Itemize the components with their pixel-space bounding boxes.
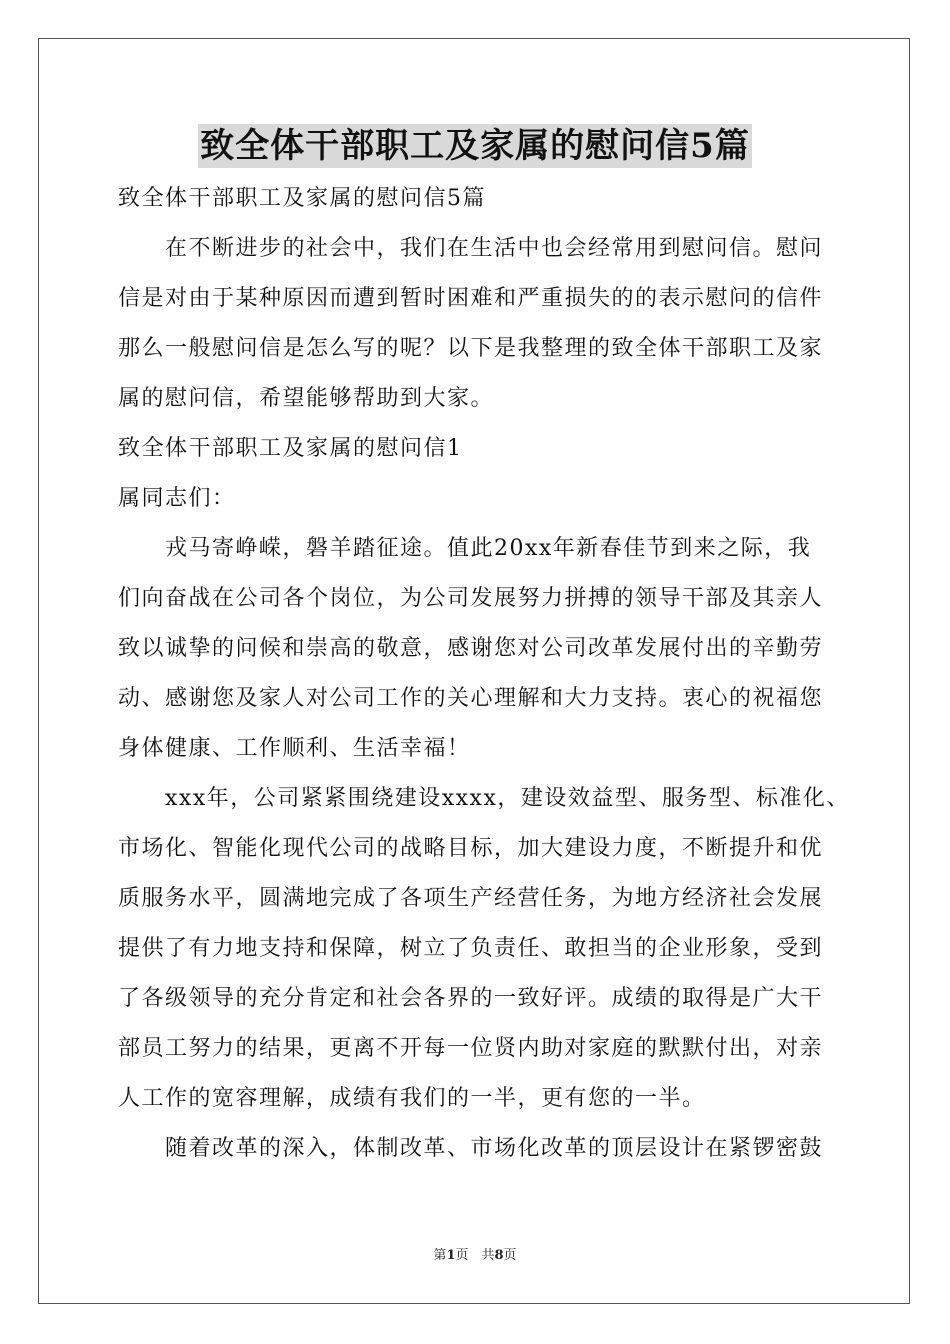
body-line: 质服务水平，圆满地完成了各项生产经营任务，为地方经济社会发展 bbox=[118, 886, 824, 911]
total-page-number: 8 bbox=[494, 1248, 504, 1263]
body-line: 在不断进步的社会中，我们在生活中也会经常用到慰问信。慰问 bbox=[118, 236, 824, 261]
page-mid: 页 共 bbox=[455, 1248, 495, 1263]
body-line: 属的慰问信，希望能够帮助到大家。 bbox=[118, 386, 495, 411]
body-line: 随着改革的深入，体制改革、市场化改革的顶层设计在紧锣密鼓 bbox=[118, 1136, 824, 1161]
body-line: 信是对由于某种原因而遭到暂时困难和严重损失的的表示慰问的信件 bbox=[118, 286, 824, 311]
body-line: 那么一般慰问信是怎么写的呢？以下是我整理的致全体干部职工及家 bbox=[118, 336, 824, 361]
body-line: 部员工努力的结果，更离不开每一位贤内助对家庭的默默付出，对亲 bbox=[118, 1036, 824, 1061]
document-title: 致全体干部职工及家属的慰问信5篇 bbox=[200, 126, 750, 166]
body-line: 了各级领导的充分肯定和社会各界的一致好评。成绩的取得是广大干 bbox=[118, 986, 824, 1011]
body-line: 人工作的宽容理解，成绩有我们的一半，更有您的一半。 bbox=[118, 1086, 706, 1111]
body-line: 致以诚挚的问候和崇高的敬意，感谢您对公司改革发展付出的辛勤劳 bbox=[118, 636, 824, 661]
page-prefix: 第 bbox=[433, 1248, 447, 1263]
section-heading: 致全体干部职工及家属的慰问信1 bbox=[118, 436, 463, 461]
page-footer bbox=[0, 1247, 950, 1265]
body-line: 戎马寄峥嵘，磐羊踏征途。值此20xx年新春佳节到来之际，我 bbox=[118, 536, 812, 561]
current-page-number: 1 bbox=[446, 1248, 456, 1263]
body-line: 动、感谢您及家人对公司工作的关心理解和大力支持。衷心的祝福您 bbox=[118, 686, 824, 711]
page-border bbox=[38, 38, 910, 1304]
salutation: 属同志们： bbox=[118, 486, 236, 511]
body-line: 身体健康、工作顺利、生活幸福！ bbox=[118, 736, 471, 761]
body-line: xxx年，公司紧紧围绕建设xxxx，建设效益型、服务型、标准化、 bbox=[118, 786, 850, 811]
title-container bbox=[0, 124, 950, 168]
body-line: 市场化、智能化现代公司的战略目标，加大建设力度，不断提升和优 bbox=[118, 836, 824, 861]
body-line: 提供了有力地支持和保障，树立了负责任、敢担当的企业形象，受到 bbox=[118, 936, 824, 961]
page-suffix: 页 bbox=[503, 1248, 517, 1263]
body-line: 们向奋战在公司各个岗位，为公司发展努力拼搏的领导干部及其亲人 bbox=[118, 586, 824, 611]
subtitle-line: 致全体干部职工及家属的慰问信5篇 bbox=[118, 186, 486, 211]
